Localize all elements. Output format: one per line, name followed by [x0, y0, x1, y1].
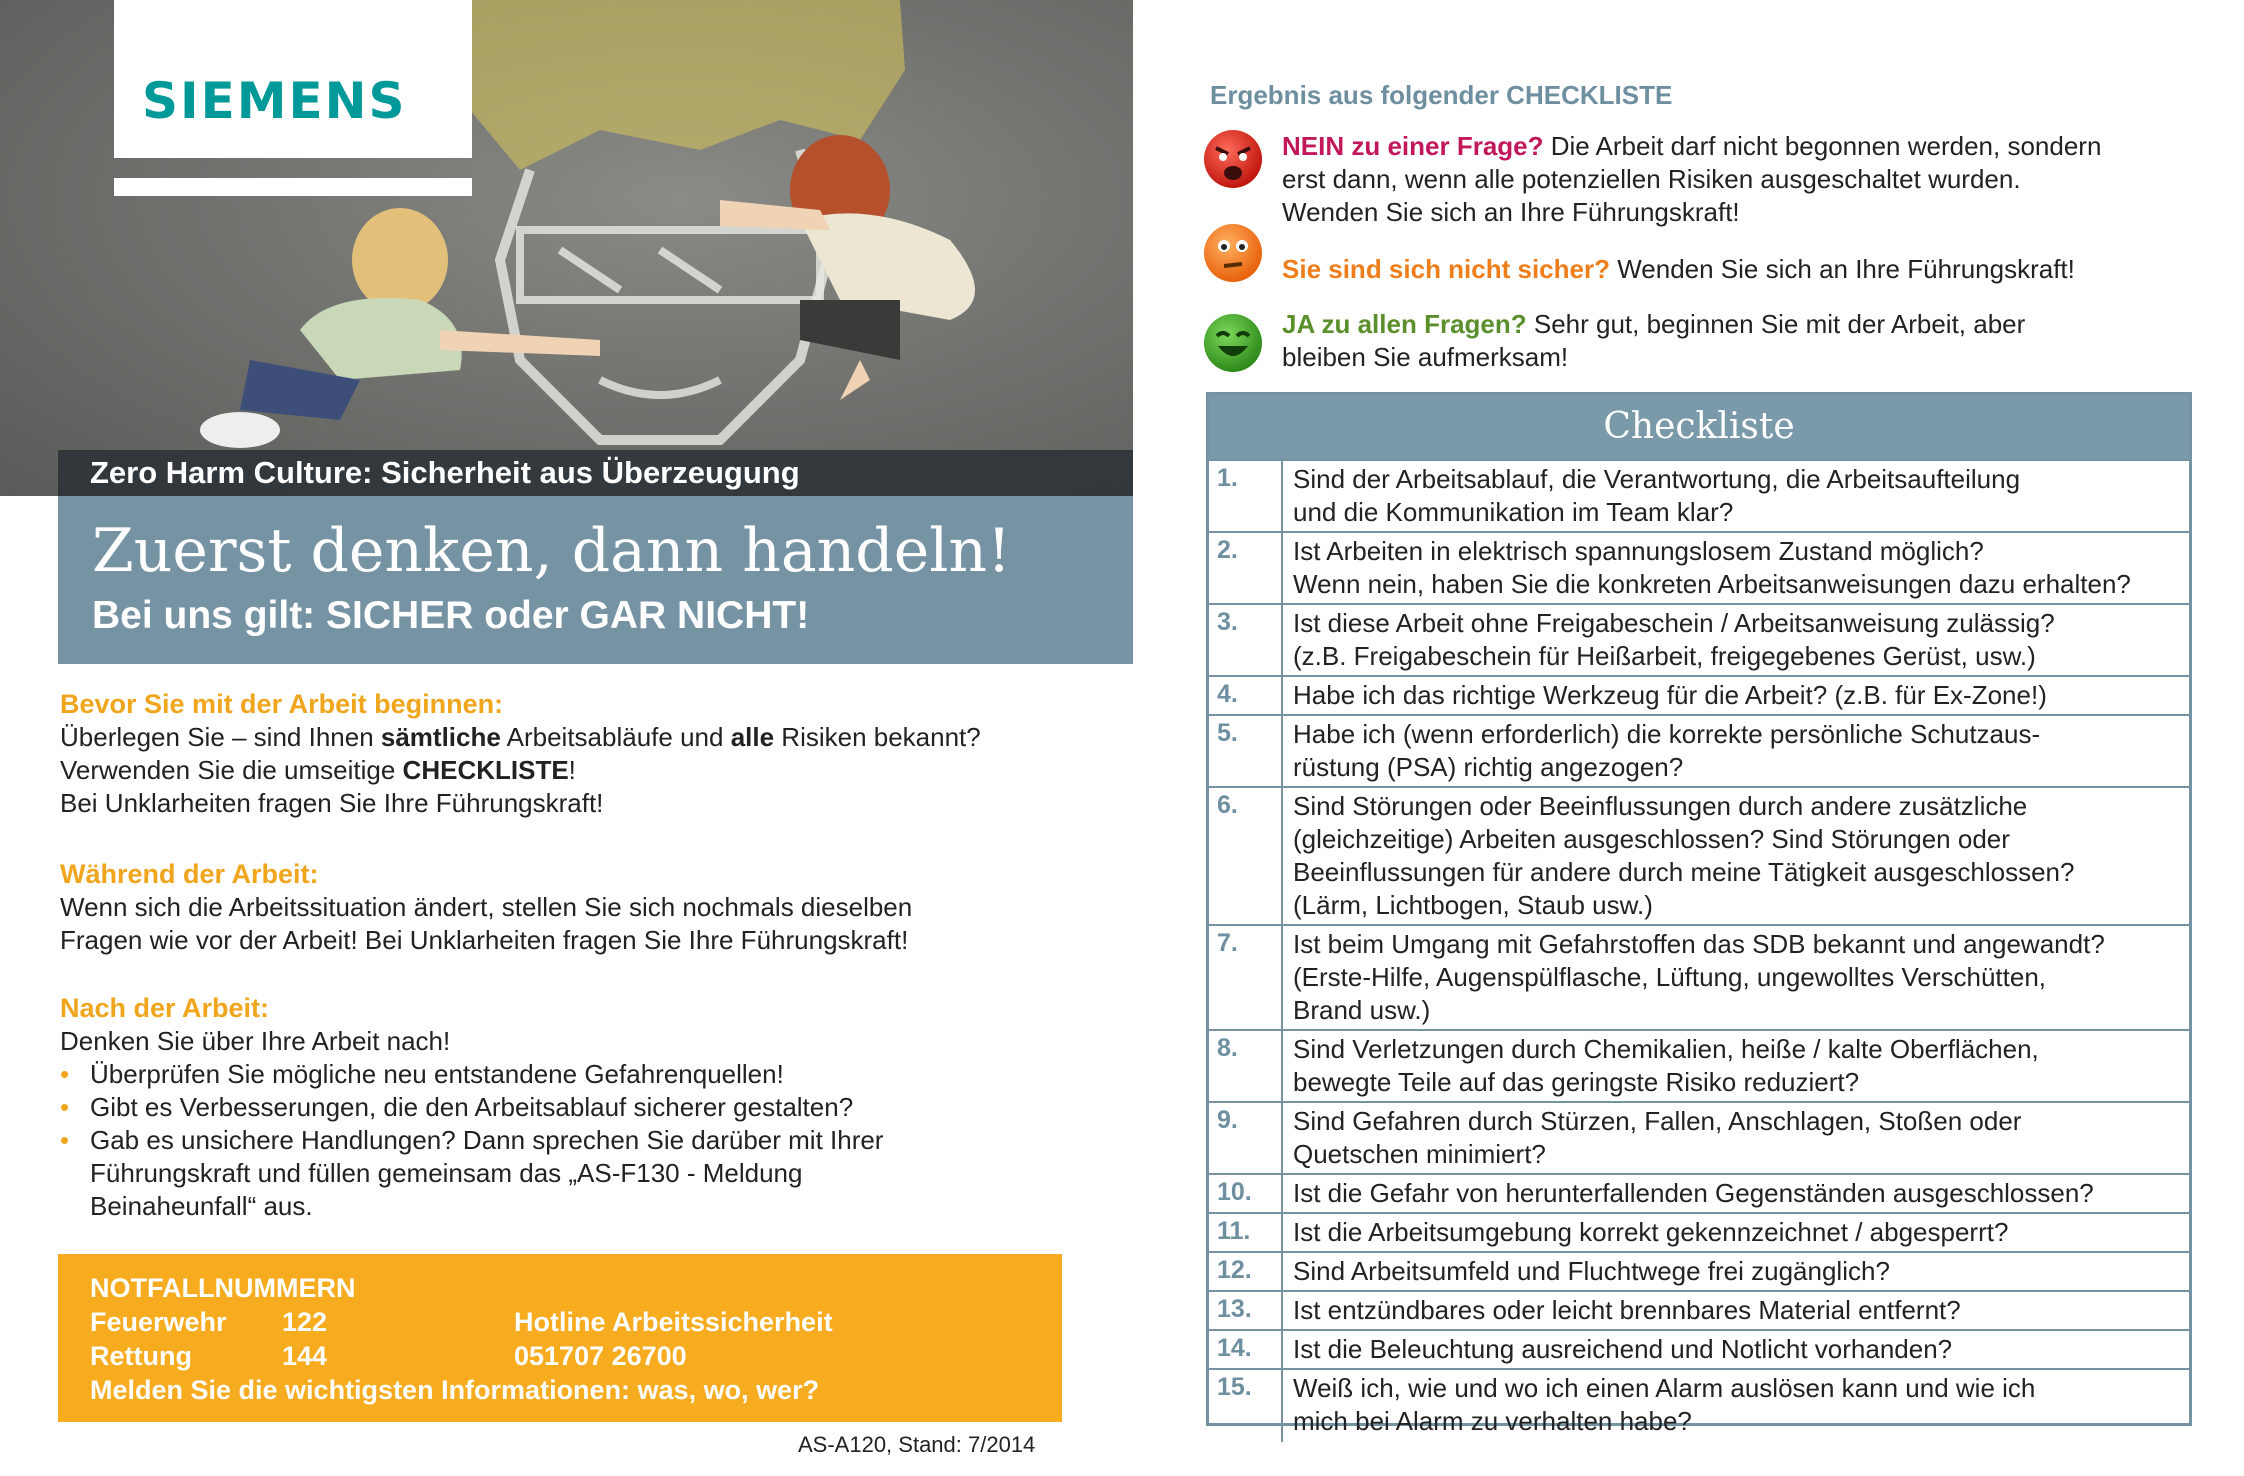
checklist-item-text: Ist entzündbares oder leicht brennbares Material entfernt?	[1293, 1295, 1961, 1325]
checklist-item-number: 3.	[1209, 605, 1283, 677]
rescue-number: 144	[282, 1341, 328, 1371]
checklist-item-text: Ist Arbeiten in elektrisch spannungslosem Zustand möglich? Wenn nein, haben Sie die konkreten Arbeitsanweisungen dazu erhalten?	[1293, 536, 2131, 599]
checklist-item-number: 9.	[1209, 1103, 1283, 1175]
fire-number: 122	[282, 1307, 328, 1337]
checklist-row	[1209, 1212, 2189, 1253]
unsure-smiley-icon	[1202, 222, 1264, 284]
checklist-table	[1206, 392, 2192, 1436]
checklist-item-number: 6.	[1209, 788, 1283, 926]
logo-underline-bar	[114, 178, 472, 196]
section-during-heading: Während der Arbeit:	[60, 859, 319, 889]
subheadline: Bei uns gilt: SICHER oder GAR NICHT!	[92, 594, 810, 637]
result-no: NEIN zu einer Frage? Die Arbeit darf nicht begonnen werden, sondern erst dann, wenn alle potenziellen Risiken ausgeschaltet wurden. Wenden Sie sich an Ihre Führungskraft!	[1282, 131, 2102, 227]
checklist-item-text: Ist beim Umgang mit Gefahrstoffen das SDB bekannt und angewandt? (Erste-Hilfe, Augenspülflasche, Lüftung, ungewolltes Verschütten, Brand usw.)	[1293, 929, 2105, 1025]
section-after	[60, 992, 1110, 1223]
checklist-row	[1209, 786, 2189, 926]
hotline-number: 051707 26700	[514, 1341, 687, 1371]
document-stand: AS-A120, Stand: 7/2014	[798, 1432, 1036, 1457]
culture-band: Zero Harm Culture: Sicherheit aus Überzeugung	[58, 450, 1133, 496]
checklist-item-number: 5.	[1209, 716, 1283, 788]
emergency-note: Melden Sie die wichtigsten Informationen: was, wo, wer?	[90, 1375, 820, 1405]
checklist-item-text: Habe ich das richtige Werkzeug für die Arbeit? (z.B. für Ex-Zone!)	[1293, 680, 2047, 710]
checklist-row	[1209, 1290, 2189, 1331]
section-after-heading: Nach der Arbeit:	[60, 993, 270, 1023]
section-before	[60, 688, 1110, 820]
rescue-label: Rettung	[90, 1341, 192, 1371]
checklist-item-number: 10.	[1209, 1175, 1283, 1214]
section-before-line-3: Bei Unklarheiten fragen Sie Ihre Führungskraft!	[60, 788, 604, 818]
checklist-item-number: 12.	[1209, 1253, 1283, 1292]
section-before-line-2: Verwenden Sie die umseitige CHECKLISTE!	[60, 755, 576, 785]
result-yes: JA zu allen Fragen? Sehr gut, beginnen Sie mit der Arbeit, aber bleiben Sie aufmerksam!	[1282, 309, 2026, 372]
headline-box	[58, 496, 1133, 664]
section-before-heading: Bevor Sie mit der Arbeit beginnen:	[60, 689, 504, 719]
checklist-row	[1209, 714, 2189, 788]
checklist-item-text: Sind Gefahren durch Stürzen, Fallen, Anschlagen, Stoßen oder Quetschen minimiert?	[1293, 1106, 2022, 1169]
hotline-label: Hotline Arbeitssicherheit	[514, 1307, 833, 1337]
checklist-row	[1209, 1368, 2189, 1442]
checklist-item-number: 8.	[1209, 1031, 1283, 1103]
checklist-row	[1209, 1029, 2189, 1103]
section-before-line-1: Überlegen Sie – sind Ihnen sämtliche Arbeitsabläufe und alle Risiken bekannt?	[60, 722, 981, 752]
section-during	[60, 858, 1110, 957]
checklist-row	[1209, 1329, 2189, 1370]
checklist-item-text: Habe ich (wenn erforderlich) die korrekte persönliche Schutzaus- rüstung (PSA) richtig angezogen?	[1293, 719, 2041, 782]
checklist-item-number: 4.	[1209, 677, 1283, 716]
angry-smiley-icon	[1202, 128, 1264, 190]
checklist-row	[1209, 603, 2189, 677]
checklist-item-text: Ist diese Arbeit ohne Freigabeschein / Arbeitsanweisung zulässig? (z.B. Freigabeschein für Heißarbeit, freigegebenes Gerüst, usw.)	[1293, 608, 2055, 671]
happy-smiley-icon	[1202, 312, 1264, 374]
siemens-logo: SIEMENS	[142, 72, 407, 130]
checklist-item-number: 7.	[1209, 926, 1283, 1031]
section-during-line-1: Wenn sich die Arbeitssituation ändert, stellen Sie sich nochmals dieselben	[60, 892, 913, 922]
checklist-row	[1209, 1251, 2189, 1292]
emergency-box	[58, 1254, 1062, 1422]
checklist-row	[1209, 1173, 2189, 1214]
checklist-row	[1209, 459, 2189, 533]
after-bullet-2: • Gibt es Verbesserungen, die den Arbeitsablauf sicherer gestalten?	[60, 1091, 1110, 1124]
checklist-row	[1209, 531, 2189, 605]
after-bullet-3: • Gab es unsichere Handlungen? Dann sprechen Sie darüber mit Ihrer Führungskraft und füllen gemeinsam das „AS-F130 - Meldung Beinaheunfall“ aus.	[60, 1124, 1110, 1223]
result-title: Ergebnis aus folgender CHECKLISTE	[1210, 80, 1673, 110]
checklist-item-number: 13.	[1209, 1292, 1283, 1331]
checklist-item-number: 11.	[1209, 1214, 1283, 1253]
checklist-row	[1209, 675, 2189, 716]
checklist-item-text: Ist die Gefahr von herunterfallenden Gegenständen ausgeschlossen?	[1293, 1178, 2094, 1208]
checklist-item-number: 2.	[1209, 533, 1283, 605]
checklist-row	[1209, 924, 2189, 1031]
checklist-item-text: Sind Verletzungen durch Chemikalien, heiße / kalte Oberflächen, bewegte Teile auf das geringste Risiko reduziert?	[1293, 1034, 2039, 1097]
checklist-item-text: Weiß ich, wie und wo ich einen Alarm auslösen kann und wie ich mich bei Alarm zu verhalten habe?	[1293, 1373, 2036, 1436]
headline: Zuerst denken, dann handeln!	[92, 516, 1012, 586]
checklist-item-number: 15.	[1209, 1370, 1283, 1442]
checklist-item-text: Sind Störungen oder Beeinflussungen durch andere zusätzliche (gleichzeitige) Arbeiten ausgeschlossen? Sind Störungen oder Beeinflussungen für andere durch meine Tätigkeit ausgeschlossen? (Lärm, Lichtbogen, Staub usw.)	[1293, 791, 2075, 920]
checklist-row	[1209, 1101, 2189, 1175]
fire-label: Feuerwehr	[90, 1307, 227, 1337]
checklist-item-number: 1.	[1209, 461, 1283, 533]
section-during-line-2: Fragen wie vor der Arbeit! Bei Unklarheiten fragen Sie Ihre Führungskraft!	[60, 925, 909, 955]
checklist-title: Checkliste	[1209, 395, 2189, 459]
checklist-item-number: 14.	[1209, 1331, 1283, 1370]
checklist-item-text: Ist die Beleuchtung ausreichend und Notlicht vorhanden?	[1293, 1334, 1953, 1364]
section-after-intro: Denken Sie über Ihre Arbeit nach!	[60, 1026, 451, 1056]
checklist-item-text: Sind Arbeitsumfeld und Fluchtwege frei zugänglich?	[1293, 1256, 1890, 1286]
emergency-title: NOTFALLNUMMERN	[90, 1273, 356, 1303]
after-bullet-1: • Überprüfen Sie mögliche neu entstandene Gefahrenquellen!	[60, 1058, 1110, 1091]
checklist-item-text: Ist die Arbeitsumgebung korrekt gekennzeichnet / abgesperrt?	[1293, 1217, 2009, 1247]
result-unsure: Sie sind sich nicht sicher? Wenden Sie sich an Ihre Führungskraft!	[1282, 254, 2075, 284]
checklist-item-text: Sind der Arbeitsablauf, die Verantwortung, die Arbeitsaufteilung und die Kommunikation im Team klar?	[1293, 464, 2021, 527]
